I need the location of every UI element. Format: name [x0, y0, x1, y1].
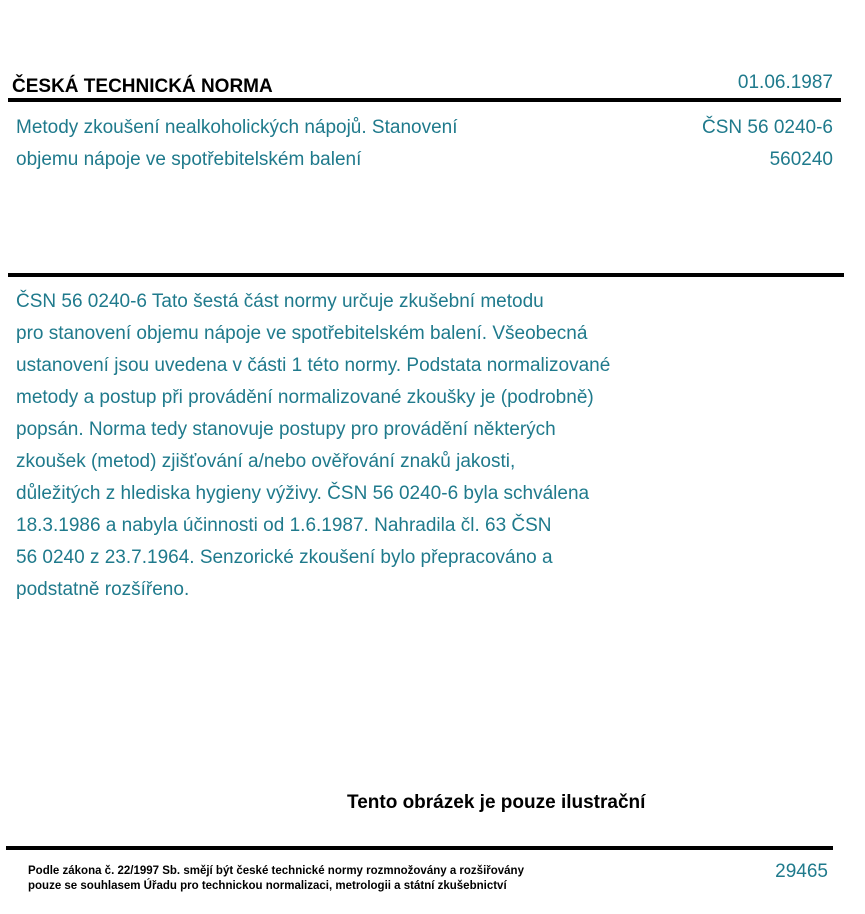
footer-legal-notice — [28, 864, 524, 894]
description-line: pro stanovení objemu nápoje ve spotřebitelském balení. Všeobecná — [16, 323, 588, 344]
description-line: ustanovení jsou uvedena v části 1 této normy. Podstata normalizované — [16, 355, 611, 376]
description-line: 18.3.1986 a nabyla účinnosti od 1.6.1987. Nahradila čl. 63 ČSN — [16, 515, 552, 536]
publication-date: 01.06.1987 — [737, 72, 833, 93]
description-line: podstatně rozšířeno. — [16, 579, 190, 600]
description-line: 56 0240 z 23.7.1964. Senzorické zkoušení bylo přepracováno a — [16, 547, 553, 568]
standard-code: ČSN 56 0240-6 — [702, 117, 833, 138]
standard-class-number: 560240 — [769, 149, 833, 170]
illustration-disclaimer: Tento obrázek je pouze ilustrační — [347, 792, 646, 813]
description-line: metody a postup při provádění normalizované zkoušky je (podrobně) — [16, 387, 594, 408]
footer-divider — [6, 846, 833, 850]
footer-legal-line-2: pouze se souhlasem Úřadu pro technickou normalizaci, metrologii a státní zkušebnictví — [28, 880, 507, 892]
standard-description — [16, 286, 706, 606]
standard-title-line-2: objemu nápoje ve spotřebitelském balení — [16, 149, 362, 170]
description-line: zkoušek (metod) zjišťování a/nebo ověřování znaků jakosti, — [16, 451, 516, 472]
standard-title-line-1: Metody zkoušení nealkoholických nápojů. Stanovení — [16, 117, 458, 138]
description-line: popsán. Norma tedy stanovuje postupy pro provádění některých — [16, 419, 556, 440]
section-divider — [8, 273, 844, 277]
description-line: ČSN 56 0240-6 Tato šestá část normy určuje zkušební metodu — [16, 291, 544, 312]
document-number: 29465 — [775, 861, 828, 882]
document-header-title: ČESKÁ TECHNICKÁ NORMA — [12, 76, 273, 97]
footer-legal-line-1: Podle zákona č. 22/1997 Sb. smějí být české technické normy rozmnožovány a rozšiřovány — [28, 865, 524, 877]
header-divider — [8, 98, 841, 102]
description-line: důležitých z hlediska hygieny výživy. ČSN 56 0240-6 byla schválena — [16, 483, 590, 504]
